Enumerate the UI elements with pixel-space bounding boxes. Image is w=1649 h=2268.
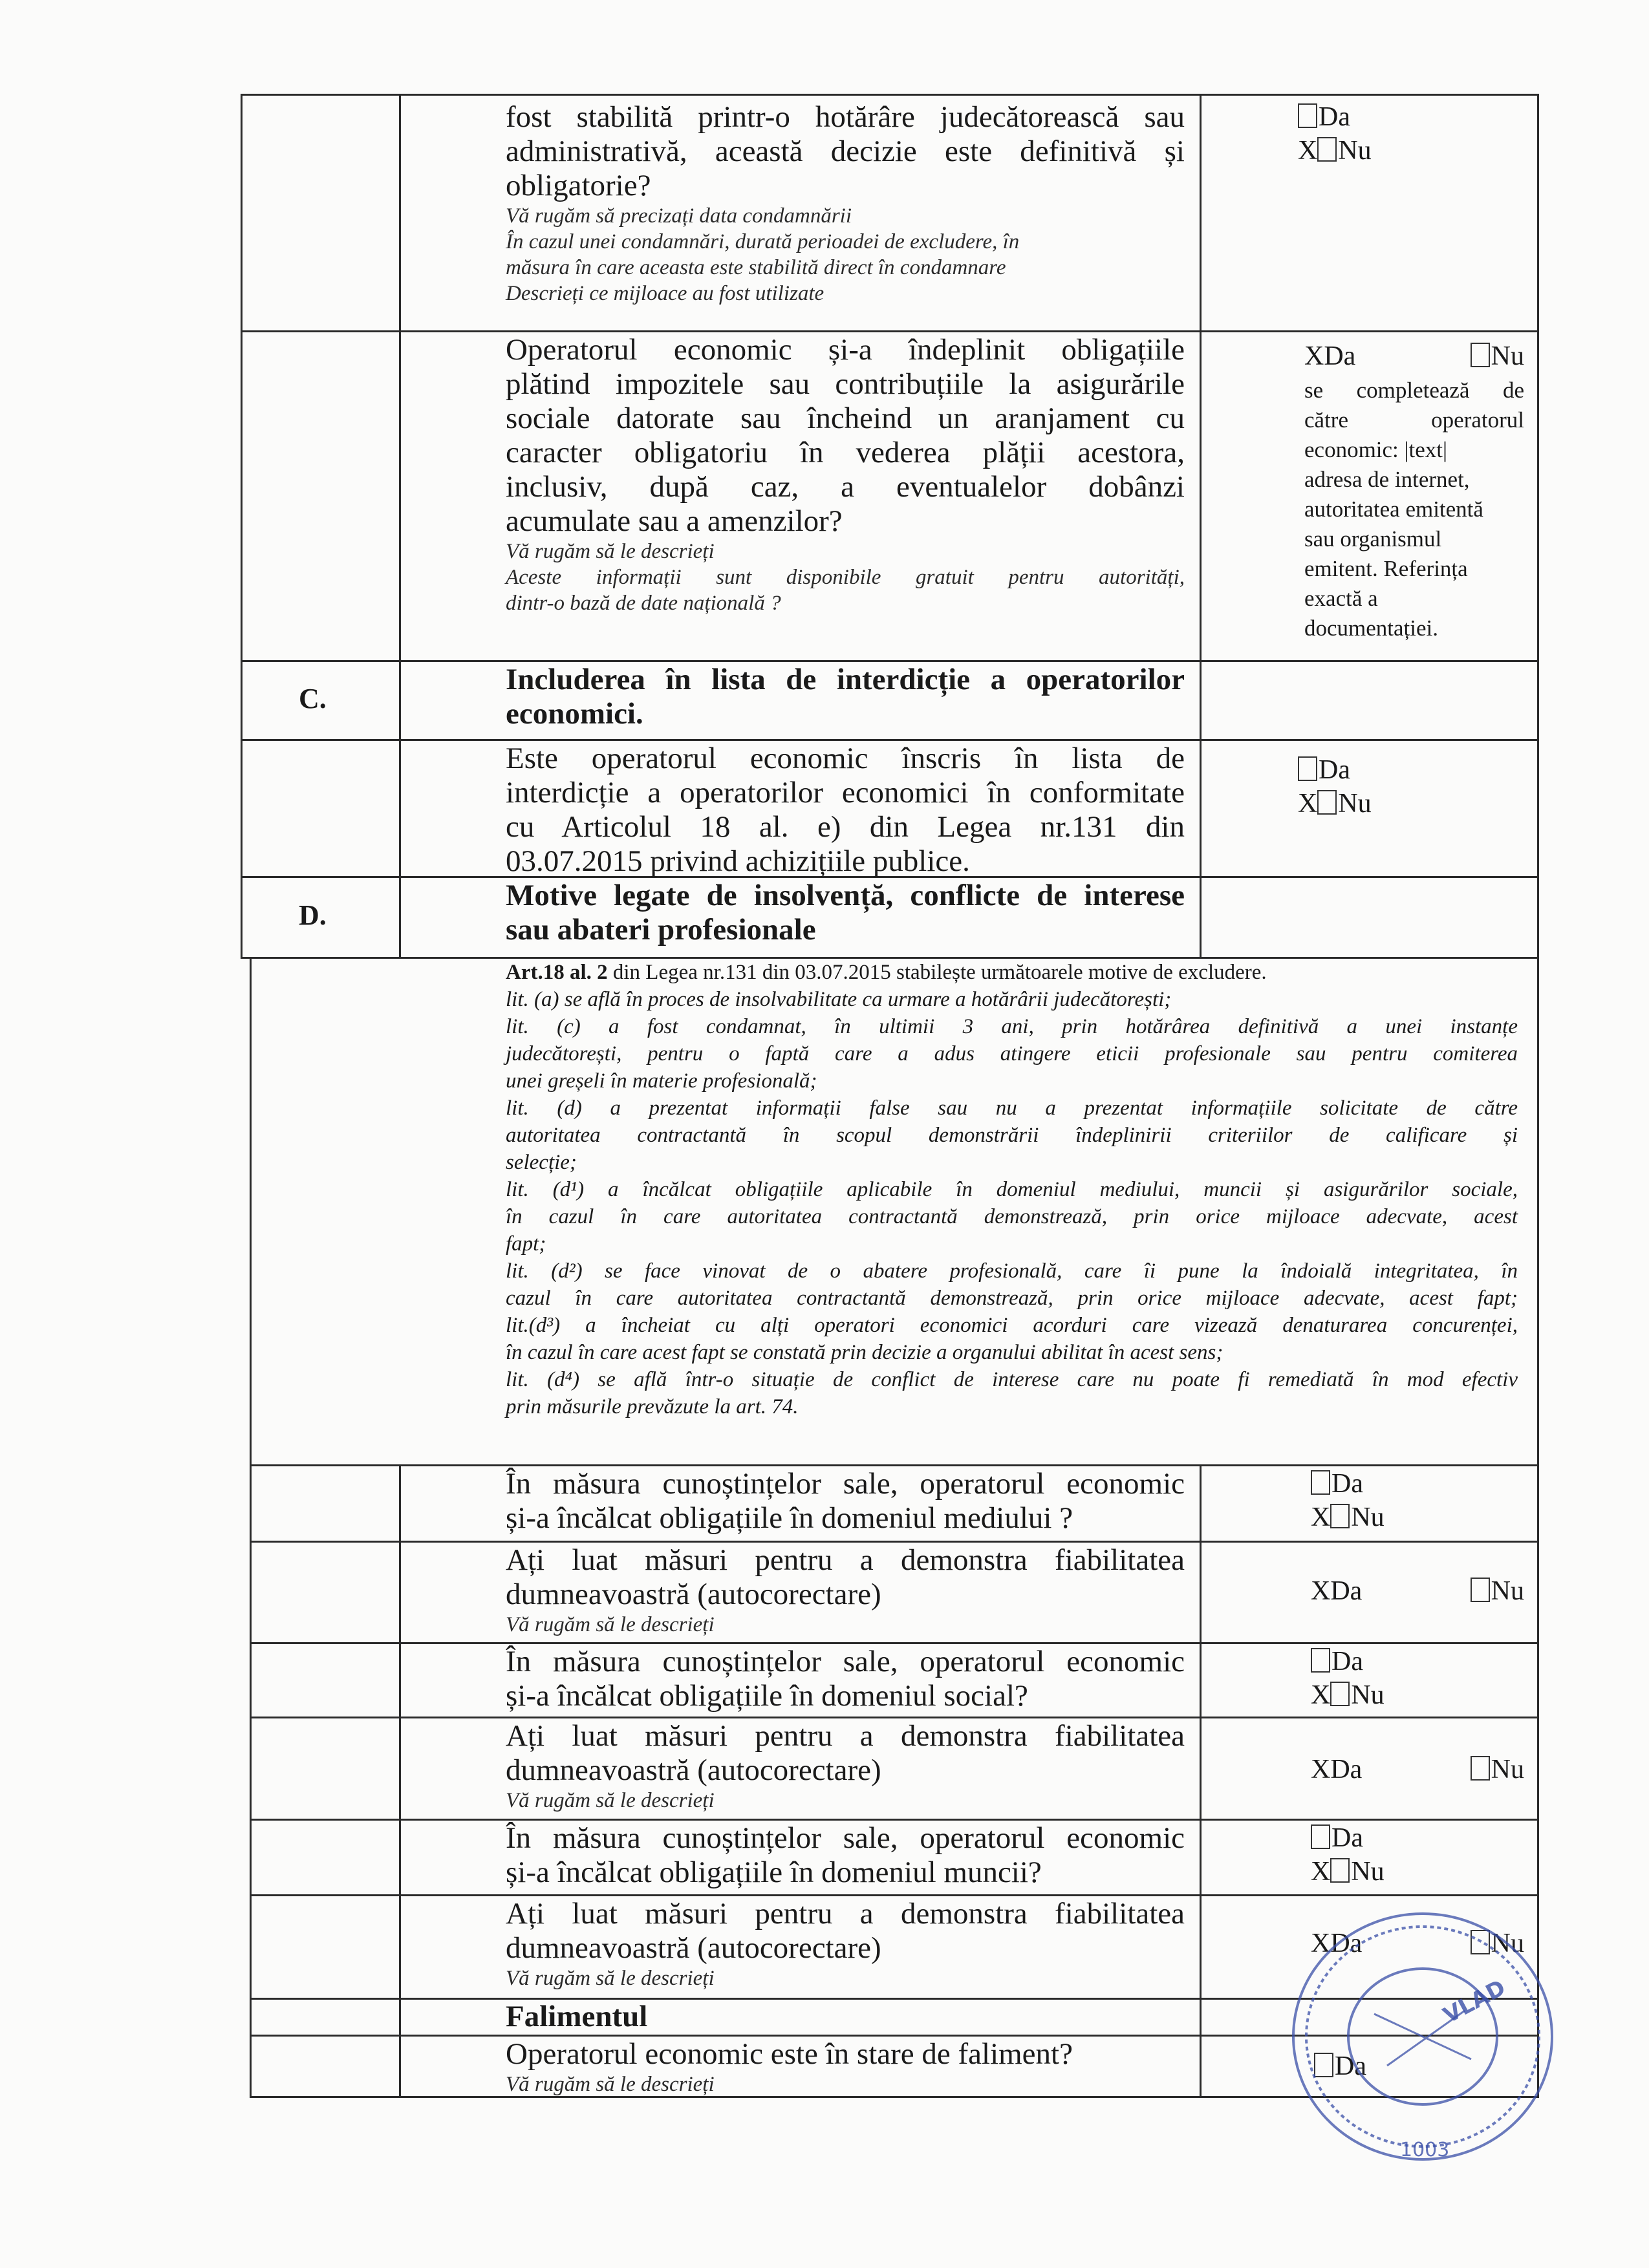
answer-label: Nu (1491, 1576, 1524, 1606)
row-10-question (506, 2037, 1185, 2097)
section-title-line: Motive legate de insolvență, conflicte de interese (506, 879, 1185, 912)
row-9-question (506, 1897, 1185, 1991)
answer-label: Nu (1491, 341, 1524, 371)
row-5-answer (1311, 1574, 1524, 1608)
question-line: și-a încălcat obligațiile în domeniul social? (506, 1679, 1028, 1713)
question-line: administrativă, această decizie este definitivă și (506, 134, 1185, 168)
answer-label: Nu (1351, 1680, 1385, 1710)
row-line-1 (241, 330, 1539, 332)
answer-nu[interactable] (1311, 1501, 1385, 1534)
form-table (241, 94, 1539, 2098)
note-line: exactă a (1304, 586, 1378, 611)
x-mark: X (1298, 789, 1318, 818)
answer-label: Nu (1351, 1857, 1385, 1887)
row-line-2 (241, 660, 1539, 662)
row-line-8 (250, 1642, 1539, 1644)
question-line: În măsura cunoștințelor sale, operatorul economic (506, 1821, 1185, 1855)
row-1-question (506, 100, 1185, 306)
row-6-question (506, 1645, 1185, 1713)
row-1-answer (1298, 100, 1372, 167)
checkbox-icon (1317, 790, 1337, 815)
note-line: se completează de (1304, 378, 1524, 403)
row-7-answer (1311, 1753, 1524, 1786)
col-divider-1b (399, 1464, 401, 2098)
row-line-10 (250, 1819, 1539, 1821)
answer-label: Da (1331, 1469, 1363, 1499)
answer-label: Da (1319, 755, 1350, 785)
answer-label: Da (1335, 2051, 1366, 2081)
row-3-answer (1298, 753, 1372, 820)
row-5-question (506, 1543, 1185, 1638)
answer-label: Nu (1338, 789, 1372, 818)
section-c-letter: C. (299, 683, 327, 714)
row-line-6 (250, 1464, 1539, 1466)
legal-line: în cazul în care acest fapt se constată prin decizie a organului abilitat în acest sens; (506, 1341, 1223, 1364)
answer-nu[interactable] (1311, 1855, 1385, 1888)
x-mark: X (1311, 1503, 1331, 1532)
legal-line: prin măsurile prevăzute la art. 74. (506, 1395, 799, 1418)
legal-line: autoritatea contractantă în scopul demonstrării îndeplinirii criteriilor de calificare și (506, 1124, 1518, 1147)
answer-da[interactable]: XDa (1311, 1755, 1363, 1784)
answer-nu[interactable] (1298, 787, 1372, 820)
answer-label: Nu (1338, 136, 1372, 166)
row-4-answer (1311, 1467, 1385, 1534)
checkbox-icon (1330, 1682, 1350, 1706)
question-line: dumneavoastră (autocorectare) (506, 1931, 881, 1965)
question-line: În măsura cunoștințelor sale, operatorul economic (506, 1467, 1185, 1501)
row-7-question (506, 1719, 1185, 1813)
answer-label: Da (1331, 1823, 1363, 1853)
answer-nu[interactable] (1298, 134, 1372, 167)
checkbox-icon (1298, 103, 1317, 128)
answer-label: Da (1319, 102, 1350, 132)
row-line-3 (241, 739, 1539, 741)
row-3-question (506, 742, 1185, 879)
col-divider-2b (1200, 1464, 1202, 2098)
row-2-answer (1304, 339, 1524, 643)
legal-line: lit. (d) a prezentat informații false sau nu a prezentat informațiile solicitate de către (506, 1097, 1518, 1120)
row-2-question (506, 333, 1185, 616)
note-line: sau organismul (1304, 526, 1442, 551)
col-divider-1 (399, 94, 401, 957)
hint-line: Aceste informații sunt disponibile gratuit pentru autorități, (506, 566, 1185, 589)
checkbox-icon (1330, 1504, 1350, 1528)
question-line: Operatorul economic este în stare de faliment? (506, 2037, 1073, 2071)
answer-label: Nu (1491, 1929, 1524, 1958)
x-mark: X (1311, 1857, 1331, 1887)
legal-line: lit. (c) a fost condamnat, în ultimii 3 ani, prin hotărârea definitivă a unei instanțe (506, 1015, 1518, 1038)
hint-line: măsura în care aceasta este stabilită direct în condamnare (506, 256, 1006, 279)
answer-da[interactable] (1298, 100, 1372, 134)
legal-line: în cazul în care autoritatea contractantă demonstrează, prin orice mijloace adecvate, acest (506, 1205, 1518, 1228)
checkbox-icon (1471, 1756, 1490, 1781)
faliment-heading: Falimentul (506, 2000, 648, 2033)
hint-line: Vă rugăm să le descrieți (506, 1967, 715, 1990)
question-line: Ați luat măsuri pentru a demonstra fiabilitatea (506, 1543, 1185, 1577)
question-line: dumneavoastră (autocorectare) (506, 1753, 881, 1787)
question-line: Operatorul economic și-a îndeplinit obligațiile (506, 333, 1185, 367)
answer-da[interactable]: XDa (1311, 1929, 1363, 1958)
legal-line: lit. (a) se află în proces de insolvabilitate ca urmare a hotărârii judecătorești; (506, 988, 1172, 1011)
answer-da[interactable] (1298, 753, 1372, 787)
answer-nu[interactable] (1471, 1753, 1524, 1786)
question-line: plătind impozitele sau contribuțiile la asigurările (506, 367, 1185, 401)
question-line: acumulate sau a amenzilor? (506, 504, 843, 538)
answer-da[interactable]: XDa (1311, 1576, 1363, 1606)
legal-line: unei greșeli în materie profesională; (506, 1069, 817, 1093)
hint-line: În cazul unei condamnări, durată perioadei de excludere, în (506, 230, 1020, 253)
legal-line: selecție; (506, 1151, 577, 1174)
row-4-question (506, 1467, 1185, 1535)
checkbox-icon (1298, 756, 1317, 781)
legal-line: lit. (d⁴) se află într-o situație de conflict de interese care nu poate fi remediată în mod efectiv (506, 1368, 1518, 1391)
legal-line: lit.(d³) a încheiat cu alți operatori economici acorduri care vizează denaturarea concurenței, (506, 1314, 1518, 1337)
hint-line: Vă rugăm să le descrieți (506, 2073, 715, 2096)
checkbox-icon (1317, 137, 1337, 162)
row-line-11 (250, 1894, 1539, 1896)
row-line-7 (250, 1541, 1539, 1543)
stamp-text: VLAD (1439, 1974, 1510, 2029)
answer-nu[interactable] (1311, 1678, 1385, 1712)
hint-line: Vă rugăm să le descrieți (506, 1613, 715, 1636)
question-line: cu Articolul 18 al. e) din Legea nr.131 din (506, 810, 1185, 844)
question-line: fost stabilită printr-o hotărâre judecătorească sau (506, 100, 1185, 134)
note-line: documentației. (1304, 615, 1439, 641)
legal-line: judecătorești, pentru o faptă care a adus atingere eticii profesionale sau pentru comiterea (506, 1042, 1518, 1065)
question-line: În măsura cunoștințelor sale, operatorul economic (506, 1645, 1185, 1678)
answer-da[interactable]: XDa (1304, 341, 1356, 371)
question-line: inclusiv, după caz, a eventualelor dobânzi (506, 470, 1185, 504)
answer-label: Nu (1351, 1503, 1385, 1532)
section-c-title (506, 663, 1185, 731)
checkbox-icon (1311, 1470, 1330, 1495)
table-border-right (1537, 94, 1539, 2098)
note-line: emitent. Referința (1304, 556, 1468, 581)
section-d-letter: D. (299, 899, 327, 931)
section-title-line: economici. (506, 697, 643, 731)
hint-line: Vă rugăm să le descrieți (506, 540, 715, 563)
section-title-line: Includerea în lista de interdicție a operatorilor (506, 663, 1185, 696)
question-line: Ați luat măsuri pentru a demonstra fiabilitatea (506, 1719, 1185, 1753)
legal-line: cazul în care autoritatea contractantă demonstrează, prin orice mijloace adecvate, acest fapt; (506, 1287, 1518, 1310)
row-6-answer (1311, 1645, 1385, 1712)
legal-intro-rest: din Legea nr.131 din 03.07.2015 stabilește următoarele motive de excludere. (612, 961, 1267, 984)
question-line: caracter obligatoriu în vederea plății acestora, (506, 436, 1185, 469)
section-title-line: sau abateri profesionale (506, 913, 816, 947)
checkbox-icon (1311, 1648, 1330, 1673)
question-line: și-a încălcat obligațiile în domeniul mediului ? (506, 1501, 1073, 1535)
x-mark: X (1298, 136, 1318, 166)
section-d-title (506, 879, 1185, 947)
answer-da[interactable] (1311, 1645, 1385, 1678)
question-line: dumneavoastră (autocorectare) (506, 1578, 881, 1611)
answer-nu[interactable] (1471, 339, 1524, 373)
note-line: autoritatea emitentă (1304, 497, 1483, 522)
round-stamp-icon (1277, 1898, 1568, 2176)
hint-line: Descrieți ce mijloace au fost utilizate (506, 282, 824, 305)
answer-da[interactable] (1311, 1821, 1385, 1855)
question-line: sociale datorate sau încheind un aranjament cu (506, 401, 1185, 435)
note-line: către operatorul (1304, 407, 1524, 433)
row-8-answer (1311, 1821, 1385, 1888)
hint-line: Vă rugăm să precizați data condamnării (506, 204, 852, 228)
table-border-left-lower (250, 957, 252, 2098)
question-line: obligatorie? (506, 169, 651, 202)
hint-line: Vă rugăm să le descrieți (506, 1789, 715, 1812)
question-line: și-a încălcat obligațiile în domeniul muncii? (506, 1856, 1042, 1889)
legal-line: fapt; (506, 1232, 546, 1256)
question-line: Este operatorul economic înscris în lista de (506, 742, 1185, 775)
hint-line: dintr-o bază de date națională ? (506, 592, 781, 615)
legal-text-block (506, 959, 1518, 1420)
answer-nu[interactable] (1471, 1574, 1524, 1608)
checkbox-icon (1311, 1824, 1330, 1849)
note-line: adresa de internet, (1304, 467, 1470, 492)
question-line: interdicție a operatorilor economici în conformitate (506, 776, 1185, 809)
row-line-9 (250, 1717, 1539, 1718)
table-border-left (241, 94, 242, 957)
answer-da[interactable] (1311, 1467, 1385, 1501)
legal-intro (506, 959, 1518, 986)
answer-label: Da (1331, 1647, 1363, 1676)
question-line: 03.07.2015 privind achizițiile publice. (506, 844, 970, 878)
x-mark: X (1311, 1680, 1331, 1710)
table-border-top (241, 94, 1539, 96)
row-8-question (506, 1821, 1185, 1890)
checkbox-icon (1471, 1578, 1490, 1602)
answer-label: Nu (1491, 1755, 1524, 1784)
legal-intro-bold: Art.18 al. 2 (506, 961, 608, 984)
col-divider-2 (1200, 94, 1202, 957)
note-line: economic: |text| (1304, 437, 1448, 462)
legal-line: lit. (d²) se face vinovat de o abatere profesională, care îi pune la îndoială integritatea, în (506, 1259, 1518, 1283)
checkbox-icon (1330, 1858, 1350, 1883)
checkbox-icon (1471, 343, 1490, 367)
question-line: Ați luat măsuri pentru a demonstra fiabilitatea (506, 1897, 1185, 1931)
stamp-number: 1003 (1400, 2139, 1450, 2161)
legal-line: lit. (d¹) a încălcat obligațiile aplicabile în domeniul mediului, muncii și asigurărilor sociale, (506, 1178, 1518, 1201)
